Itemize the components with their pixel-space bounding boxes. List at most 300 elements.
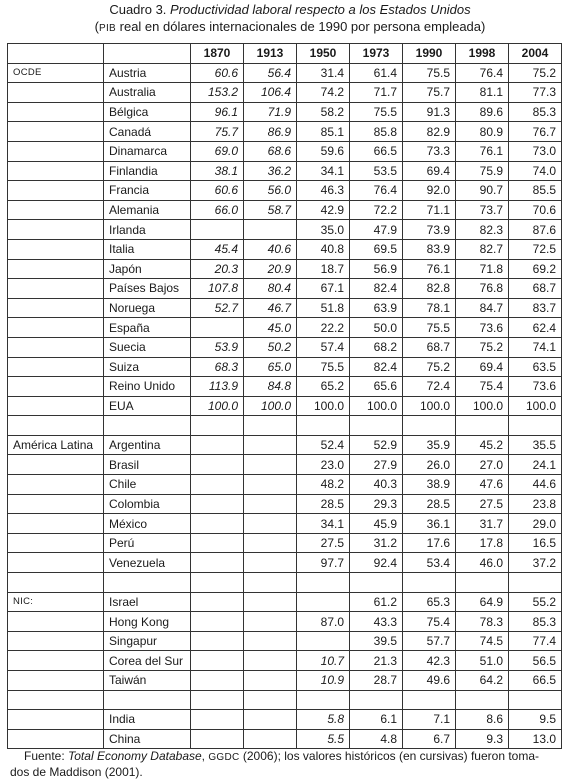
value-cell: 107.8: [191, 279, 244, 299]
value-cell: 36.1: [403, 514, 456, 534]
country-cell: Australia: [104, 83, 191, 103]
value-cell: [244, 710, 297, 730]
value-cell: 85.8: [350, 122, 403, 142]
value-cell: 29.0: [509, 514, 562, 534]
footnote-line-1: [0, 749, 575, 765]
value-cell: 60.6: [191, 181, 244, 201]
empty-cell: [244, 573, 297, 593]
value-cell: 75.4: [403, 612, 456, 632]
value-cell: 8.6: [456, 710, 509, 730]
value-cell: 46.0: [456, 553, 509, 573]
group-cell: [8, 239, 104, 259]
value-cell: 100.0: [191, 396, 244, 416]
value-cell: [244, 455, 297, 475]
value-cell: 78.3: [456, 612, 509, 632]
value-cell: [191, 455, 244, 475]
value-cell: 13.0: [509, 729, 562, 749]
empty-cell: [104, 690, 191, 710]
value-cell: 60.6: [191, 63, 244, 83]
value-cell: 66.0: [191, 200, 244, 220]
value-cell: 7.1: [403, 710, 456, 730]
group-cell: [8, 83, 104, 103]
year-header: 1998: [456, 44, 509, 64]
value-cell: 66.5: [509, 671, 562, 691]
value-cell: 24.1: [509, 455, 562, 475]
year-header: 1973: [350, 44, 403, 64]
value-cell: 85.5: [509, 181, 562, 201]
value-cell: 28.5: [403, 494, 456, 514]
value-cell: 38.1: [191, 161, 244, 181]
table-row: [8, 239, 562, 259]
value-cell: 80.9: [456, 122, 509, 142]
table-row: [8, 592, 562, 612]
value-cell: 73.0: [509, 141, 562, 161]
value-cell: 92.0: [403, 181, 456, 201]
value-cell: 87.0: [297, 612, 350, 632]
value-cell: 38.9: [403, 475, 456, 495]
value-cell: 100.0: [403, 396, 456, 416]
footnote-ggdc: GGDC: [208, 752, 240, 763]
value-cell: 69.4: [456, 357, 509, 377]
value-cell: 97.7: [297, 553, 350, 573]
empty-cell: [244, 416, 297, 436]
table-row: [8, 710, 562, 730]
value-cell: 89.6: [456, 102, 509, 122]
value-cell: 65.0: [244, 357, 297, 377]
value-cell: [191, 494, 244, 514]
value-cell: 83.9: [403, 239, 456, 259]
country-cell: Dinamarca: [104, 141, 191, 161]
value-cell: 27.0: [456, 455, 509, 475]
value-cell: [244, 729, 297, 749]
value-cell: 53.5: [350, 161, 403, 181]
table-row: [8, 357, 562, 377]
year-header: 1990: [403, 44, 456, 64]
value-cell: 63.9: [350, 298, 403, 318]
value-cell: 46.3: [297, 181, 350, 201]
value-cell: 73.6: [456, 318, 509, 338]
country-cell: Venezuela: [104, 553, 191, 573]
value-cell: 45.0: [244, 318, 297, 338]
footnote-prefix: Fuente:: [24, 749, 69, 763]
value-cell: 75.5: [350, 102, 403, 122]
table-row: [8, 200, 562, 220]
value-cell: 64.2: [456, 671, 509, 691]
empty-cell: [297, 573, 350, 593]
value-cell: [191, 612, 244, 632]
value-cell: 69.2: [509, 259, 562, 279]
value-cell: 18.7: [297, 259, 350, 279]
table-row: [8, 259, 562, 279]
value-cell: 59.6: [297, 141, 350, 161]
value-cell: 64.9: [456, 592, 509, 612]
value-cell: 82.3: [456, 220, 509, 240]
value-cell: [191, 651, 244, 671]
value-cell: 72.4: [403, 377, 456, 397]
value-cell: 20.3: [191, 259, 244, 279]
value-cell: 9.5: [509, 710, 562, 730]
value-cell: 68.6: [244, 141, 297, 161]
empty-cell: [456, 690, 509, 710]
value-cell: 85.3: [509, 612, 562, 632]
table-row: [8, 671, 562, 691]
value-cell: 6.7: [403, 729, 456, 749]
value-cell: 70.6: [509, 200, 562, 220]
value-cell: 100.0: [456, 396, 509, 416]
empty-cell: [8, 573, 104, 593]
group-cell: [8, 553, 104, 573]
value-cell: 40.6: [244, 239, 297, 259]
country-cell: Colombia: [104, 494, 191, 514]
country-cell: Francia: [104, 181, 191, 201]
empty-cell: [509, 690, 562, 710]
value-cell: 76.1: [403, 259, 456, 279]
country-cell: México: [104, 514, 191, 534]
group-cell: NIC:: [8, 592, 104, 612]
country-cell: Suiza: [104, 357, 191, 377]
value-cell: 75.4: [456, 377, 509, 397]
value-cell: 48.2: [297, 475, 350, 495]
value-cell: 75.2: [456, 337, 509, 357]
value-cell: 76.8: [456, 279, 509, 299]
value-cell: 35.9: [403, 435, 456, 455]
country-cell: Canadá: [104, 122, 191, 142]
value-cell: 90.7: [456, 181, 509, 201]
empty-cell: [297, 416, 350, 436]
value-cell: [244, 651, 297, 671]
value-cell: 52.7: [191, 298, 244, 318]
group-cell: [8, 377, 104, 397]
value-cell: [191, 533, 244, 553]
value-cell: 46.7: [244, 298, 297, 318]
value-cell: 76.1: [456, 141, 509, 161]
empty-cell: [403, 573, 456, 593]
value-cell: 56.5: [509, 651, 562, 671]
country-cell: Austria: [104, 63, 191, 83]
table-row: [8, 63, 562, 83]
subtitle-rest: real en dólares internacionales de 1990 por persona empleada): [116, 19, 486, 34]
group-cell: [8, 729, 104, 749]
value-cell: 69.0: [191, 141, 244, 161]
country-cell: Japón: [104, 259, 191, 279]
spacer-row: [8, 416, 562, 436]
group-cell: [8, 122, 104, 142]
group-cell: [8, 396, 104, 416]
table-row: [8, 141, 562, 161]
value-cell: 66.5: [350, 141, 403, 161]
table-title: [0, 1, 580, 18]
value-cell: 9.3: [456, 729, 509, 749]
group-cell: OCDE: [8, 63, 104, 83]
value-cell: 10.7: [297, 651, 350, 671]
table-footnote: [0, 749, 575, 780]
value-cell: 82.7: [456, 239, 509, 259]
value-cell: [244, 220, 297, 240]
value-cell: 100.0: [509, 396, 562, 416]
value-cell: 45.4: [191, 239, 244, 259]
value-cell: 47.9: [350, 220, 403, 240]
value-cell: 76.4: [456, 63, 509, 83]
value-cell: 27.9: [350, 455, 403, 475]
value-cell: [191, 631, 244, 651]
group-cell: [8, 279, 104, 299]
value-cell: 96.1: [191, 102, 244, 122]
table-row: [8, 318, 562, 338]
value-cell: 50.2: [244, 337, 297, 357]
value-cell: [191, 729, 244, 749]
value-cell: 17.8: [456, 533, 509, 553]
subtitle-open: (: [94, 19, 99, 34]
value-cell: 87.6: [509, 220, 562, 240]
value-cell: [244, 494, 297, 514]
value-cell: 56.9: [350, 259, 403, 279]
group-cell: [8, 651, 104, 671]
value-cell: 63.5: [509, 357, 562, 377]
value-cell: 45.2: [456, 435, 509, 455]
value-cell: 26.0: [403, 455, 456, 475]
value-cell: 100.0: [297, 396, 350, 416]
value-cell: 73.9: [403, 220, 456, 240]
value-cell: 55.2: [509, 592, 562, 612]
value-cell: 27.5: [456, 494, 509, 514]
empty-cell: [350, 573, 403, 593]
value-cell: 68.2: [350, 337, 403, 357]
value-cell: 61.2: [350, 592, 403, 612]
table-row: [8, 514, 562, 534]
group-cell: [8, 220, 104, 240]
value-cell: 83.7: [509, 298, 562, 318]
empty-cell: [403, 416, 456, 436]
value-cell: 69.4: [403, 161, 456, 181]
value-cell: 106.4: [244, 83, 297, 103]
table-row: [8, 651, 562, 671]
value-cell: 4.8: [350, 729, 403, 749]
empty-cell: [297, 690, 350, 710]
group-cell: [8, 710, 104, 730]
empty-cell: [8, 690, 104, 710]
value-cell: 153.2: [191, 83, 244, 103]
country-cell: Brasil: [104, 455, 191, 475]
value-cell: 75.7: [403, 83, 456, 103]
value-cell: 73.6: [509, 377, 562, 397]
year-header: 2004: [509, 44, 562, 64]
value-cell: 47.6: [456, 475, 509, 495]
value-cell: 61.4: [350, 63, 403, 83]
empty-cell: [104, 573, 191, 593]
country-cell: EUA: [104, 396, 191, 416]
value-cell: 6.1: [350, 710, 403, 730]
country-cell: India: [104, 710, 191, 730]
title-italic: Productividad laboral respecto a los Estados Unidos: [170, 2, 471, 17]
empty-cell: [509, 573, 562, 593]
country-cell: Países Bajos: [104, 279, 191, 299]
value-cell: 56.4: [244, 63, 297, 83]
country-cell: Finlandia: [104, 161, 191, 181]
country-cell: Perú: [104, 533, 191, 553]
footnote-comma: ,: [201, 749, 209, 763]
empty-cell: [403, 690, 456, 710]
group-cell: [8, 455, 104, 475]
value-cell: 78.1: [403, 298, 456, 318]
year-header: 1913: [244, 44, 297, 64]
empty-cell: [244, 690, 297, 710]
value-cell: 80.4: [244, 279, 297, 299]
value-cell: [297, 592, 350, 612]
value-cell: [191, 553, 244, 573]
country-cell: Reino Unido: [104, 377, 191, 397]
value-cell: 50.0: [350, 318, 403, 338]
value-cell: 5.5: [297, 729, 350, 749]
value-cell: 31.2: [350, 533, 403, 553]
group-cell: [8, 298, 104, 318]
value-cell: 28.5: [297, 494, 350, 514]
value-cell: 58.2: [297, 102, 350, 122]
value-cell: 82.4: [350, 279, 403, 299]
value-cell: 28.7: [350, 671, 403, 691]
value-cell: 91.3: [403, 102, 456, 122]
title-prefix: Cuadro 3.: [109, 2, 171, 17]
empty-cell: [456, 573, 509, 593]
value-cell: 17.6: [403, 533, 456, 553]
value-cell: 23.8: [509, 494, 562, 514]
table-row: [8, 122, 562, 142]
value-cell: 81.1: [456, 83, 509, 103]
value-cell: [191, 220, 244, 240]
value-cell: [244, 533, 297, 553]
value-cell: 56.0: [244, 181, 297, 201]
group-cell: [8, 181, 104, 201]
group-cell: [8, 200, 104, 220]
value-cell: 84.7: [456, 298, 509, 318]
group-cell: [8, 671, 104, 691]
table-row: [8, 612, 562, 632]
header-row: [8, 44, 562, 64]
value-cell: 72.2: [350, 200, 403, 220]
country-cell: Argentina: [104, 435, 191, 455]
value-cell: 86.9: [244, 122, 297, 142]
value-cell: 68.7: [509, 279, 562, 299]
footnote-rest: (2006); los valores históricos (en cursivas) fueron toma-: [239, 749, 539, 763]
value-cell: 35.0: [297, 220, 350, 240]
empty-cell: [350, 690, 403, 710]
header-blank-group: [8, 44, 104, 64]
year-header: 1950: [297, 44, 350, 64]
value-cell: 57.4: [297, 337, 350, 357]
value-cell: 34.1: [297, 514, 350, 534]
value-cell: 67.1: [297, 279, 350, 299]
value-cell: 37.2: [509, 553, 562, 573]
value-cell: 73.7: [456, 200, 509, 220]
group-cell: [8, 102, 104, 122]
group-cell: [8, 514, 104, 534]
group-cell: América Latina: [8, 435, 104, 455]
value-cell: 71.7: [350, 83, 403, 103]
value-cell: [191, 514, 244, 534]
empty-cell: [8, 416, 104, 436]
value-cell: [191, 435, 244, 455]
value-cell: 36.2: [244, 161, 297, 181]
value-cell: 52.4: [297, 435, 350, 455]
value-cell: 53.4: [403, 553, 456, 573]
footnote-source: Total Economy Database: [68, 749, 202, 763]
empty-cell: [509, 416, 562, 436]
value-cell: 43.3: [350, 612, 403, 632]
value-cell: 68.7: [403, 337, 456, 357]
group-cell: [8, 631, 104, 651]
table-row: [8, 435, 562, 455]
value-cell: 22.2: [297, 318, 350, 338]
table-row: [8, 533, 562, 553]
value-cell: 71.1: [403, 200, 456, 220]
value-cell: [244, 631, 297, 651]
value-cell: 10.9: [297, 671, 350, 691]
value-cell: 82.4: [350, 357, 403, 377]
value-cell: 74.2: [297, 83, 350, 103]
group-cell: [8, 357, 104, 377]
group-cell: [8, 494, 104, 514]
group-cell: [8, 141, 104, 161]
value-cell: 42.3: [403, 651, 456, 671]
value-cell: 51.0: [456, 651, 509, 671]
value-cell: [244, 671, 297, 691]
value-cell: 84.8: [244, 377, 297, 397]
country-cell: Suecia: [104, 337, 191, 357]
empty-cell: [456, 416, 509, 436]
table-row: [8, 475, 562, 495]
value-cell: 75.2: [403, 357, 456, 377]
value-cell: 21.3: [350, 651, 403, 671]
value-cell: 74.1: [509, 337, 562, 357]
value-cell: [191, 671, 244, 691]
value-cell: [297, 631, 350, 651]
group-cell: [8, 475, 104, 495]
value-cell: 62.4: [509, 318, 562, 338]
subtitle-pib: PIB: [99, 23, 117, 34]
country-cell: España: [104, 318, 191, 338]
empty-cell: [191, 416, 244, 436]
table-row: [8, 377, 562, 397]
group-cell: [8, 337, 104, 357]
country-cell: Taiwán: [104, 671, 191, 691]
value-cell: 35.5: [509, 435, 562, 455]
value-cell: 75.5: [403, 318, 456, 338]
country-cell: Alemania: [104, 200, 191, 220]
table-row: [8, 298, 562, 318]
empty-cell: [104, 416, 191, 436]
value-cell: 71.9: [244, 102, 297, 122]
value-cell: 77.3: [509, 83, 562, 103]
value-cell: [191, 475, 244, 495]
value-cell: 72.5: [509, 239, 562, 259]
group-cell: [8, 161, 104, 181]
table-row: [8, 553, 562, 573]
value-cell: [244, 612, 297, 632]
country-cell: Singapur: [104, 631, 191, 651]
value-cell: [244, 475, 297, 495]
empty-cell: [350, 416, 403, 436]
value-cell: 82.9: [403, 122, 456, 142]
value-cell: 73.3: [403, 141, 456, 161]
table-row: [8, 181, 562, 201]
value-cell: 29.3: [350, 494, 403, 514]
value-cell: 100.0: [350, 396, 403, 416]
country-cell: China: [104, 729, 191, 749]
value-cell: 58.7: [244, 200, 297, 220]
country-cell: Israel: [104, 592, 191, 612]
value-cell: 74.5: [456, 631, 509, 651]
empty-cell: [191, 573, 244, 593]
value-cell: 40.8: [297, 239, 350, 259]
